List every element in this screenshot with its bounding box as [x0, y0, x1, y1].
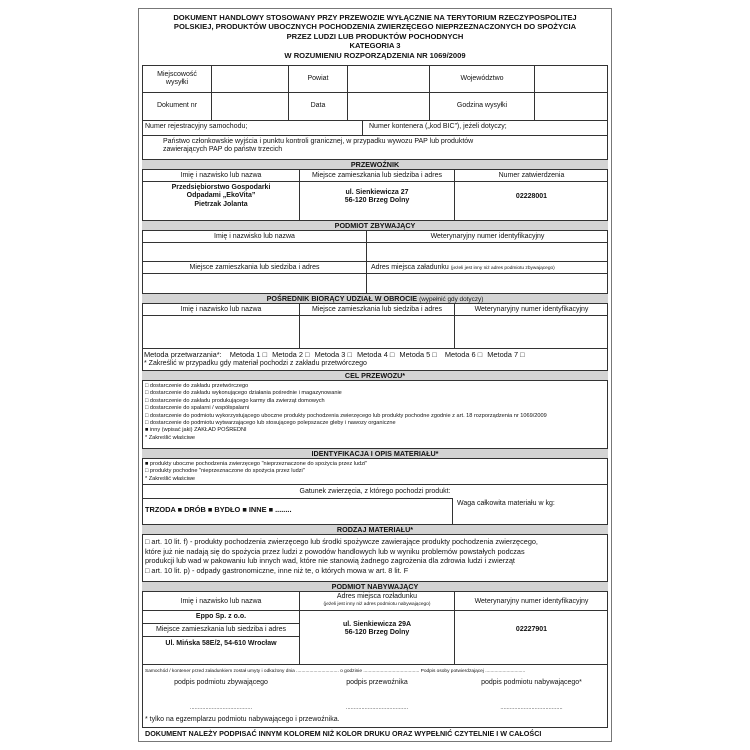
method-6[interactable]: Metoda 6 □ — [444, 350, 483, 359]
doc-number-label: Dokument nr — [156, 102, 198, 109]
intermediary-col-name: Imię i nazwisko lub nazwa — [180, 306, 262, 313]
purpose-item[interactable]: □ dostarczenie do podmiotu wykorzystującego uboczne produkty pochodzenia zwierzęcego lub produkty pochodne zgodnie z art. 18 rozporządzenia nr 1069/2009 — [145, 412, 547, 419]
method-2[interactable]: Metoda 2 □ — [272, 350, 310, 359]
carrier-section-title: PRZEWOŹNIK — [142, 159, 608, 170]
material-type-section-title: RODZAJ MATERIAŁU* — [142, 524, 608, 535]
intermediary-address-field[interactable] — [300, 317, 453, 347]
carrier-address-line1: ul. Sienkiewicza 27 — [345, 189, 409, 196]
intermediary-title-note: (wypełnić gdy dotyczy) — [419, 296, 484, 303]
disposer-address-field[interactable] — [143, 275, 365, 291]
divider — [142, 664, 608, 665]
unloading-label: Adres miejsca rozładunku — [336, 593, 418, 600]
intermediary-name-field[interactable] — [143, 317, 298, 347]
species-options[interactable]: TRZODA ■ DRÓB ■ BYDŁO ■ INNE ■ ........ — [145, 505, 292, 514]
signature-carrier-line[interactable]: ........................................ — [345, 705, 409, 711]
header-line-3: PRZEZ LUDZI LUB PRODUKTÓW POCHODNYCH — [286, 31, 464, 41]
divider — [142, 92, 608, 93]
doc-number-field[interactable] — [212, 95, 288, 117]
header-line-5: W ROZUMIENIU ROZPORZĄDZENIA NR 1069/2009 — [284, 50, 466, 60]
material-type-art10p[interactable]: □ art. 10 lit. p) - odpady gastronomiczne, inne niż te, o których mowa w art. 8 lit. F — [145, 565, 409, 575]
unloading-note: (jeżeli jest inny niż adres podmiotu nabywającego) — [323, 602, 431, 608]
carrier-col-address: Miejsce zamieszkania lub siedziba i adres — [312, 172, 442, 179]
cleaning-note: Samochód / kontener przed załadunkiem został umyty i odkażony dnia ................................ o godzinie .......................................... Podpis osoby potwierdzającej .............................. — [145, 669, 526, 674]
divider — [142, 135, 608, 136]
carrier-name — [143, 184, 299, 209]
method-5[interactable]: Metoda 5 □ — [399, 350, 437, 359]
method-2-label: Metoda 2 — [272, 350, 303, 359]
recipient-col-vet: Weterynaryjny numer identyfikacyjny — [474, 598, 589, 605]
carrier-address-line2: 56-120 Brzeg Dolny — [344, 197, 410, 205]
place-label — [143, 71, 211, 88]
purpose-section-title: CEL PRZEWOZU* — [142, 370, 608, 381]
intermediary-col-vet: Weterynaryjny numer identyfikacyjny — [474, 306, 589, 313]
intermediary-col-address: Miejsce zamieszkania lub siedziba i adres — [312, 306, 442, 313]
carrier-col-approval: Numer zatwierdzenia — [498, 172, 565, 179]
species-label: Gatunek zwierzęcia, z którego pochodzi produkt: — [299, 488, 451, 495]
material-item[interactable]: ■ produkty uboczne pochodzenia zwierzęcego "nieprzeznaczone do spożycia przez ludzi" — [145, 461, 368, 467]
loading-address-field[interactable] — [367, 275, 607, 291]
header-line-4: KATEGORIA 3 — [349, 41, 401, 51]
header-line-2: POLSKIEJ, PRODUKTÓW UBOCZNYCH POCHODZENIA ZWIERZĘCEGO NIEPRZEZNACZONYCH DO SPOŻYCIA — [173, 22, 577, 32]
material-footnote: * Zakreślić właściwe — [145, 475, 196, 482]
disposer-name-field[interactable] — [143, 245, 365, 260]
member-states-line1: Państwo członkowskie wyjścia i punktu kontroli granicznej, w przypadku wywozu PAP lub produktów — [163, 138, 474, 145]
material-type-art10f[interactable]: □ art. 10 lit. f) - produkty pochodzenia zwierzęcego lub środki spożywcze zawierające produkty pochodzenia zwierzęcego, — [145, 537, 538, 546]
purpose-list — [145, 383, 547, 442]
signature-recipient-line[interactable]: ........................................ — [500, 705, 563, 711]
disposer-col-address: Miejsce zamieszkania lub siedziba i adres — [189, 264, 320, 271]
divider — [142, 242, 608, 243]
weight-label: Waga całkowita materiału w kg: — [457, 500, 555, 507]
recipient-col-name: Imię i nazwisko lub nazwa — [180, 598, 262, 605]
divider — [142, 636, 299, 637]
method-1[interactable]: Metoda 1 □ — [229, 350, 268, 359]
unloading-line2: 56-120 Brzeg Dolny — [344, 629, 410, 637]
carrier-address — [300, 189, 454, 206]
purpose-item[interactable]: □ dostarczenie do zakładu przetwórczego — [145, 383, 249, 389]
disposer-col-vet: Weterynaryjny numer identyfikacyjny — [430, 233, 545, 240]
date-label: Data — [310, 102, 326, 109]
material-type-art10f-cont1: które już nie nadają się do spożycia przez ludzi z powodów handlowych lub w wyniku problemów powstałych podczas — [145, 546, 525, 556]
purpose-footnote: * Zakreślić właściwe — [145, 434, 196, 441]
purpose-item[interactable]: □ dostarczenie do zakładu produkującego karmy dla zwierząt domowych — [145, 397, 325, 404]
weight-field[interactable] — [457, 510, 605, 522]
divider — [142, 348, 608, 349]
member-states-label — [163, 138, 473, 155]
carrier-name-line1: Przedsiębiorstwo Gospodarki — [171, 184, 271, 191]
divider — [142, 315, 608, 316]
vehicle-label: Numer rejestracyjny samochodu; — [145, 123, 248, 130]
carrier-name-line2: Odpadami „EkoVita” — [186, 192, 256, 200]
method-label: Metoda przetwarzania*: — [144, 350, 222, 359]
method-3-label: Metoda 3 — [314, 350, 346, 359]
purpose-item[interactable]: □ dostarczenie do spalarni / współspalarni — [145, 405, 250, 412]
voivodeship-label: Województwo — [460, 75, 504, 82]
purpose-item-other[interactable]: ■ inny (wpisać jaki) ZAKŁAD POŚREDNI — [145, 427, 247, 434]
purpose-item[interactable]: □ dostarczenie do podmiotu wytwarzającego lub stosującego polepszacze gleby i nawozy organiczne — [145, 420, 396, 427]
intermediary-vet-field[interactable] — [455, 317, 607, 347]
voivodeship-field[interactable] — [535, 69, 607, 91]
recipient-address: Ul. Mińska 58E/2, 54-610 Wrocław — [165, 640, 277, 647]
final-instruction: DOKUMENT NALEŻY PODPISAĆ INNYM KOLOREM NIŻ KOLOR DRUKU ORAZ WYPEŁNIĆ CZYTELNIE I W CAŁOŚCI — [145, 729, 542, 738]
method-1-label: Metoda 1 — [229, 350, 261, 359]
county-label: Powiat — [307, 75, 329, 82]
method-6-label: Metoda 6 — [444, 350, 476, 359]
divider — [362, 120, 363, 135]
document-sheet — [138, 8, 612, 742]
dispatch-time-label: Godzina wysyłki — [456, 102, 508, 109]
intermediary-title: POŚREDNIK BIORĄCY UDZIAŁ W OBROCIE — [266, 294, 418, 303]
signature-footnote: * tylko na egzemplarzu podmiotu nabywającego i przewoźnika. — [145, 716, 340, 723]
county-field[interactable] — [348, 69, 428, 91]
material-type-art10f-cont2: produkcji lub wad w pakowaniu lub innych wad, które nie stanowią żadnego zagrożenia dla zdrowia ludzi i zwierząt — [145, 556, 515, 566]
place-label-line1: Miejscowość — [157, 71, 197, 78]
method-4-label: Metoda 4 — [356, 350, 388, 359]
signature-carrier-label: podpis przewoźnika — [346, 679, 408, 686]
recipient-vet-number: 02227901 — [515, 626, 548, 633]
disposer-section-title: PODMIOT ZBYWAJĄCY — [142, 220, 608, 231]
method-7-label: Metoda 7 — [487, 350, 519, 359]
signature-disposer-line[interactable]: ........................................ — [189, 705, 253, 711]
recipient-name: Eppo Sp. z o.o. — [195, 613, 247, 620]
place-label-line2: wysyłki — [165, 79, 189, 87]
recipient-col-unloading — [300, 593, 454, 610]
document-header — [139, 13, 611, 60]
loading-address-note: (jeżeli jest inny niż adres podmiotu zbywającego) — [450, 266, 555, 271]
recipient-unloading-address — [300, 621, 454, 638]
dispatch-time-field[interactable] — [535, 95, 607, 117]
unloading-line1: ul. Sienkiewicza 29A — [342, 621, 412, 628]
divider — [142, 610, 608, 611]
carrier-name-line3: Pietrzak Jolanta — [194, 200, 248, 208]
method-5-label: Metoda 5 — [399, 350, 431, 359]
signature-recipient-label: podpis podmiotu nabywającego* — [481, 679, 582, 686]
place-field[interactable] — [212, 69, 288, 91]
divider — [142, 623, 299, 624]
divider — [142, 181, 608, 182]
divider — [142, 261, 608, 262]
material-item[interactable]: □ produkty pochodne "nieprzeznaczone do spożycia przez ludzi" — [145, 468, 305, 475]
material-type-options — [145, 537, 538, 575]
divider — [452, 498, 453, 524]
divider — [142, 120, 608, 121]
disposer-col-loading — [371, 264, 555, 273]
carrier-col-name: Imię i nazwisko lub nazwa — [180, 172, 262, 179]
method-footnote: * Zakreślić w przypadku gdy materiał pochodzi z zakładu przetwórczego — [144, 360, 367, 367]
divider — [142, 498, 452, 499]
disposer-col-name: Imię i nazwisko lub nazwa — [214, 233, 295, 240]
loading-address-label: Adres miejsca załadunku — [371, 264, 449, 271]
method-7[interactable]: Metoda 7 □ — [487, 350, 525, 359]
method-3[interactable]: Metoda 3 □ — [314, 350, 352, 359]
signature-disposer-label: podpis podmiotu zbywającego — [174, 679, 268, 686]
method-4[interactable]: Metoda 4 □ — [356, 350, 395, 359]
material-list — [145, 461, 367, 483]
disposer-vet-field[interactable] — [367, 245, 607, 260]
purpose-item[interactable]: □ dostarczenie do zakładu wykonującego działania pośrednie i magazynowanie — [145, 390, 342, 397]
date-field[interactable] — [348, 95, 428, 117]
member-states-line2: zawierających PAP do państw trzecich — [163, 146, 283, 154]
header-line-1: DOKUMENT HANDLOWY STOSOWANY PRZY PRZEWOZIE WYŁĄCZNIE NA TERYTORIUM RZECZYPOSPOLITEJ — [173, 13, 577, 22]
recipient-address-label: Miejsce zamieszkania lub siedziba i adres — [156, 626, 286, 633]
divider — [142, 484, 608, 485]
recipient-section-title: PODMIOT NABYWAJĄCY — [142, 581, 608, 592]
processing-method-row — [144, 351, 525, 359]
container-label: Numer kontenera („kod BIC”), jeżeli dotyczy; — [369, 123, 507, 130]
intermediary-section-title — [142, 293, 608, 304]
carrier-approval-number: 02228001 — [515, 193, 548, 200]
material-section-title: IDENTYFIKACJA I OPIS MATERIAŁU* — [142, 448, 608, 459]
